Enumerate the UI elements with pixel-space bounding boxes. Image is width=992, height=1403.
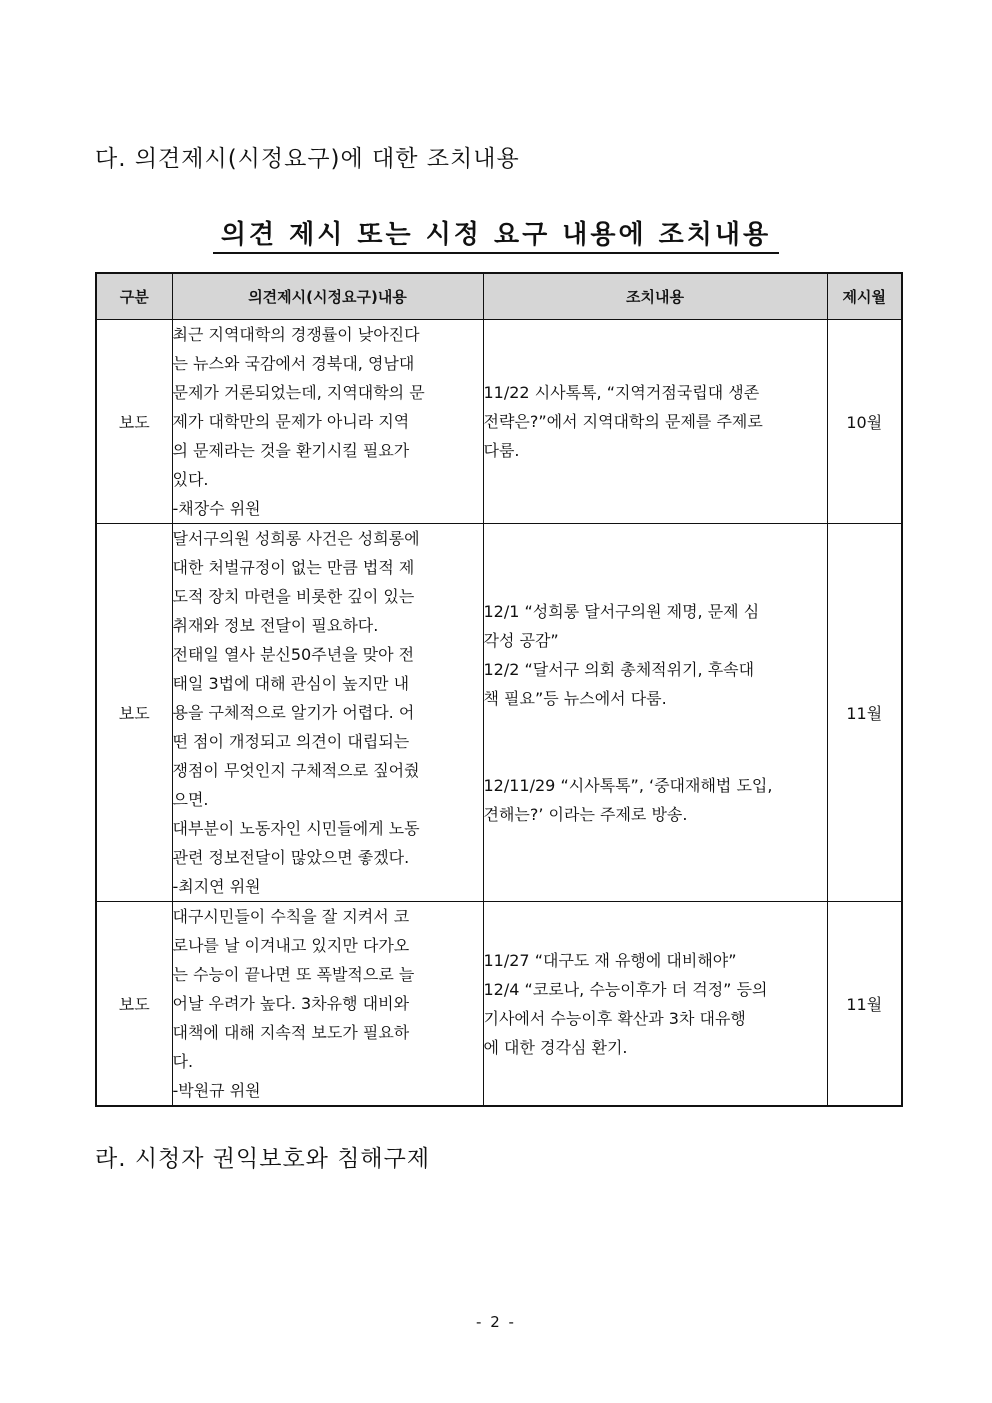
opinion-line: 도적 장치 마련을 비롯한 깊이 있는	[172, 587, 415, 606]
action-line: 12/11/29 “시사톡톡”, ‘중대재해법 도입,	[483, 775, 773, 795]
opinion-line: 용을 구체적으로 알기가 어렵다. 어	[172, 703, 415, 722]
opinion-line: 는 뉴스와 국감에서 경북대, 영남대	[172, 354, 415, 373]
document-title-text: 의견 제시 또는 시정 요구 내용에 조치내용	[213, 220, 779, 254]
opinion-line: 관련 정보전달이 많았으면 좋겠다.	[172, 848, 410, 867]
action-line: 기사에서 수능이후 확산과 3차 대유행	[483, 1008, 746, 1028]
action-line: 책 필요”등 뉴스에서 다룸.	[483, 688, 667, 708]
opinion-line: 대부분이 노동자인 시민들에게 노동	[172, 819, 420, 838]
opinion-line: 대구시민들이 수칙을 잘 지켜서 코	[172, 907, 410, 926]
opinion-author: -최지연 위원	[172, 877, 261, 896]
opinion-line: 의 문제라는 것을 환기시킬 필요가	[172, 441, 410, 460]
action-line: 에 대한 경각심 환기.	[483, 1037, 628, 1057]
opinion-line: 다.	[172, 1052, 194, 1071]
action-line: 12/1 “성희롱 달서구의원 제명, 문제 심	[483, 601, 760, 621]
row-action	[483, 524, 827, 902]
table-row	[96, 524, 902, 902]
opinion-line: 대책에 대해 지속적 보도가 필요하	[172, 1023, 410, 1042]
opinion-line: 태일 3법에 대해 관심이 높지만 내	[172, 674, 410, 693]
action-line: 전략은?”에서 지역대학의 문제를 주제로	[483, 412, 763, 431]
row-action	[483, 320, 827, 524]
opinion-line: 는 수능이 끝나면 또 폭발적으로 늘	[172, 965, 415, 984]
opinion-line: 달서구의원 성희롱 사건은 성희롱에	[172, 529, 420, 548]
opinion-line: 문제가 거론되었는데, 지역대학의 문	[172, 383, 425, 402]
opinion-line: 어날 우려가 높다. 3차유행 대비와	[172, 994, 410, 1013]
opinion-line: 있다.	[172, 470, 209, 489]
action-line: 견해는?’ 이라는 주제로 방송.	[483, 804, 688, 824]
header-category: 구분	[96, 273, 172, 320]
opinion-line: 전태일 열사 분신50주년을 맞아 전	[172, 645, 415, 664]
row-action	[483, 902, 827, 1107]
opinion-line: 취재와 정보 전달이 필요하다.	[172, 616, 379, 635]
opinion-line: 떤 점이 개정되고 의견이 대립되는	[172, 732, 410, 751]
row-category: 보도	[96, 320, 172, 524]
row-category: 보도	[96, 902, 172, 1107]
action-line: 11/22 시사톡톡, “지역거점국립대 생존	[483, 383, 760, 402]
opinion-line: 쟁점이 무엇인지 구체적으로 짚어줬	[172, 761, 420, 780]
action-line: 12/4 “코로나, 수능이후가 더 걱정” 등의	[483, 979, 768, 999]
opinion-line: 으면.	[172, 790, 209, 809]
document-title	[0, 214, 992, 251]
header-opinion: 의견제시(시정요구)내용	[172, 273, 483, 320]
action-line: 각성 공감”	[483, 630, 559, 650]
table-header-row	[96, 273, 902, 320]
section-heading-da: 다. 의견제시(시정요구)에 대한 조치내용	[95, 146, 520, 172]
action-spacer	[484, 713, 827, 742]
section-heading-ra: 라. 시청자 권익보호와 침해구제	[95, 1146, 431, 1172]
action-spacer	[484, 742, 827, 771]
opinion-action-table	[95, 272, 903, 1107]
row-month: 11월	[827, 902, 902, 1107]
opinion-author: -채장수 위원	[172, 499, 261, 518]
header-month: 제시월	[827, 273, 902, 320]
page-number: - 2 -	[476, 1313, 516, 1331]
row-opinion	[172, 902, 483, 1107]
row-category: 보도	[96, 524, 172, 902]
row-opinion	[172, 320, 483, 524]
table-row	[96, 320, 902, 524]
row-opinion	[172, 524, 483, 902]
opinion-line: 로나를 날 이겨내고 있지만 다가오	[172, 936, 410, 955]
header-action: 조치내용	[483, 273, 827, 320]
opinion-author: -박원규 위원	[172, 1081, 261, 1100]
row-month: 11월	[827, 524, 902, 902]
opinion-line: 제가 대학만의 문제가 아니라 지역	[172, 412, 410, 431]
action-line: 11/27 “대구도 재 유행에 대비해야”	[483, 950, 737, 970]
opinion-line: 대한 처벌규정이 없는 만큼 법적 제	[172, 558, 415, 577]
action-line: 12/2 “달서구 의회 총체적위기, 후속대	[483, 659, 755, 679]
table-row	[96, 902, 902, 1107]
row-month: 10월	[827, 320, 902, 524]
action-line: 다룸.	[483, 441, 520, 460]
opinion-line: 최근 지역대학의 경쟁률이 낮아진다	[172, 325, 420, 344]
